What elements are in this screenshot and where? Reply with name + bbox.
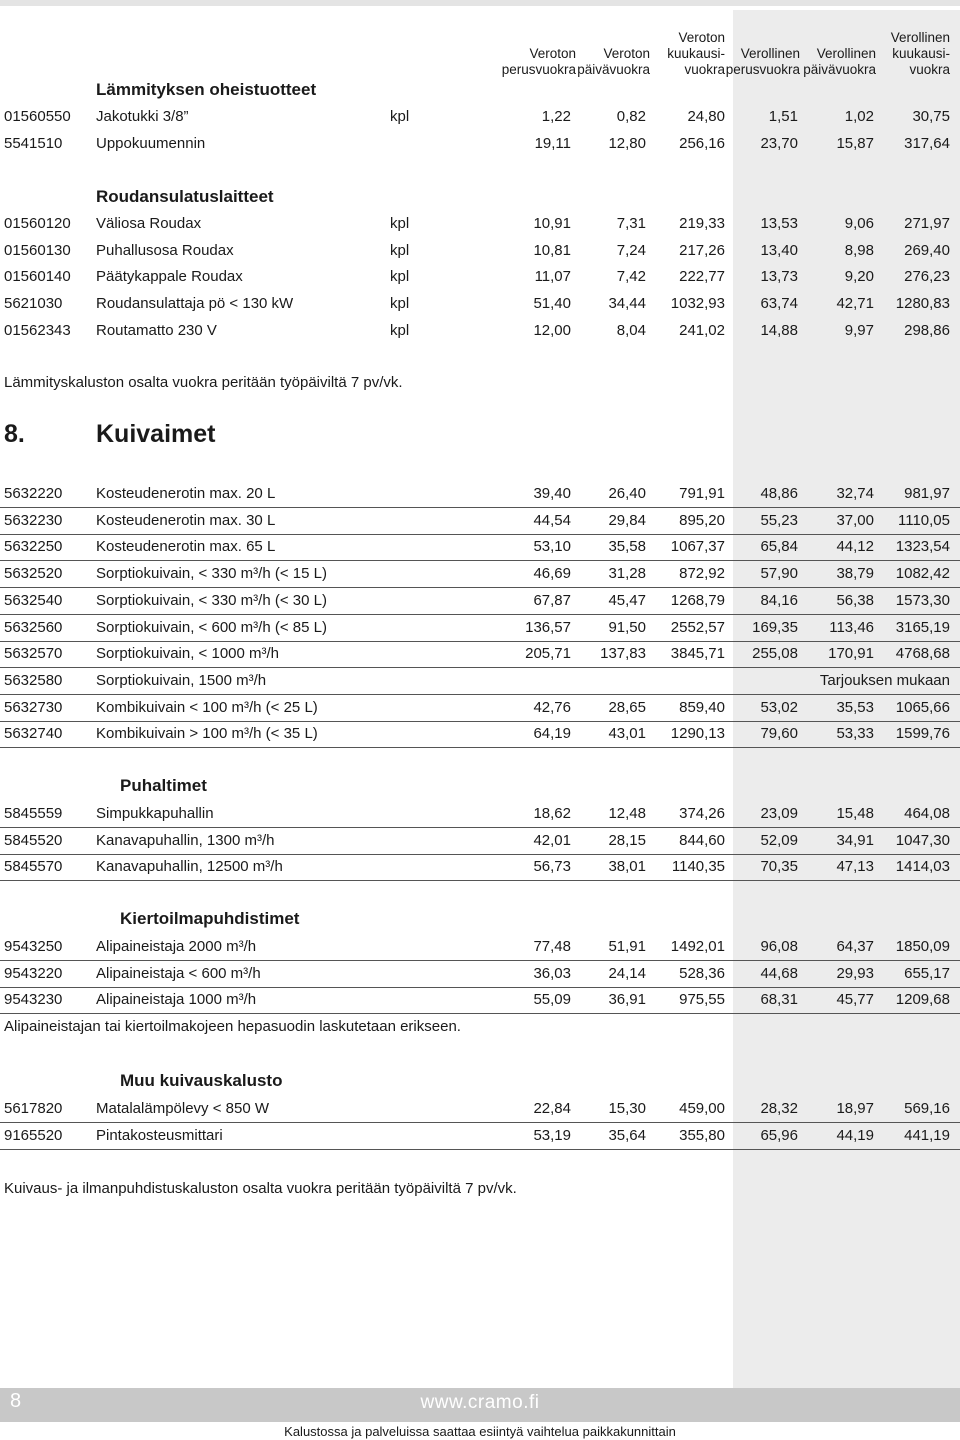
price-cell: 79,60 bbox=[760, 725, 798, 743]
price-cell: 14,88 bbox=[760, 321, 798, 339]
price-cell: 222,77 bbox=[679, 268, 725, 286]
price-cell: 38,01 bbox=[608, 858, 646, 876]
price-cell: 1,22 bbox=[541, 108, 571, 125]
price-cell: 29,84 bbox=[608, 511, 646, 529]
price-cell: 1209,68 bbox=[895, 991, 950, 1009]
product-code: 5541510 bbox=[4, 134, 63, 152]
price-cell: 1032,93 bbox=[670, 295, 725, 313]
price-cell: 56,38 bbox=[836, 591, 874, 609]
price-cell: 1047,30 bbox=[895, 831, 950, 849]
price-cell: 32,74 bbox=[836, 485, 874, 502]
product-name: Roudansulattaja pö < 130 kW bbox=[96, 295, 294, 313]
price-cell: 35,64 bbox=[608, 1126, 646, 1144]
product-code: 9543250 bbox=[4, 938, 63, 955]
unit: kpl bbox=[390, 295, 410, 313]
price-cell: 45,47 bbox=[608, 591, 646, 609]
table-row bbox=[0, 934, 960, 961]
price-cell: 36,03 bbox=[533, 964, 571, 982]
price-cell: 981,97 bbox=[904, 485, 950, 502]
price-cell: 18,62 bbox=[533, 805, 571, 822]
unit: kpl bbox=[390, 215, 410, 232]
price-cell: 63,74 bbox=[760, 295, 798, 313]
product-name: Alipaineistaja 1000 m³/h bbox=[96, 991, 257, 1009]
price-cell: 7,31 bbox=[616, 215, 646, 232]
price-cell: 12,48 bbox=[608, 805, 646, 822]
price-cell: 1082,42 bbox=[895, 565, 950, 583]
price-cell: 37,00 bbox=[836, 511, 874, 529]
product-code: 5621030 bbox=[4, 295, 63, 313]
page-number: 8 bbox=[10, 1390, 22, 1412]
section-title-puhaltimet: Puhaltimet bbox=[120, 776, 207, 795]
price-cell: 31,28 bbox=[608, 565, 646, 583]
product-name: Väliosa Roudax bbox=[96, 215, 202, 232]
price-cell: 975,55 bbox=[679, 991, 725, 1009]
product-code: 5632250 bbox=[4, 538, 63, 556]
price-cell: 26,40 bbox=[608, 485, 646, 502]
price-cell: 64,37 bbox=[836, 938, 874, 955]
product-code: 9543220 bbox=[4, 964, 63, 982]
product-code: 5632740 bbox=[4, 725, 63, 743]
price-cell: 23,70 bbox=[760, 134, 798, 152]
table-row bbox=[0, 561, 960, 588]
price-cell: 67,87 bbox=[533, 591, 571, 609]
price-cell: 1,02 bbox=[844, 108, 874, 125]
price-cell: 655,17 bbox=[904, 964, 950, 982]
price-cell: 84,16 bbox=[760, 591, 798, 609]
product-code: 01562343 bbox=[4, 321, 71, 339]
unit: kpl bbox=[390, 241, 410, 259]
price-cell: 1573,30 bbox=[895, 591, 950, 609]
price-cell: 91,50 bbox=[608, 618, 646, 636]
table-row bbox=[0, 318, 960, 345]
product-name: Jakotukki 3/8” bbox=[96, 108, 189, 125]
price-cell: 13,53 bbox=[760, 215, 798, 232]
product-name: Kosteudenerotin max. 30 L bbox=[96, 511, 276, 529]
price-cell: 18,97 bbox=[836, 1100, 874, 1117]
price-cell: 459,00 bbox=[679, 1100, 725, 1117]
price-cell: 53,10 bbox=[533, 538, 571, 556]
top-rule bbox=[0, 0, 960, 6]
price-cell: 1280,83 bbox=[895, 295, 950, 313]
price-cell: 42,71 bbox=[836, 295, 874, 313]
product-name: Kombikuivain > 100 m³/h (< 35 L) bbox=[96, 725, 318, 743]
product-code: 5632730 bbox=[4, 698, 63, 716]
price-cell: 65,84 bbox=[760, 538, 798, 556]
product-code: 5632560 bbox=[4, 618, 63, 636]
price-cell: 464,08 bbox=[904, 805, 950, 822]
table-row bbox=[0, 668, 960, 695]
header-col4: Verollinen perusvuokra bbox=[725, 46, 800, 77]
price-cell: 872,92 bbox=[679, 565, 725, 583]
price-cell: 24,14 bbox=[608, 964, 646, 982]
price-cell: 55,09 bbox=[533, 991, 571, 1009]
price-cell: Tarjouksen mukaan bbox=[819, 671, 950, 689]
price-cell: 13,40 bbox=[760, 241, 798, 259]
price-cell: 317,64 bbox=[904, 134, 950, 152]
product-name: Sorptiokuivain, < 600 m³/h (< 85 L) bbox=[96, 618, 327, 636]
price-cell: 30,75 bbox=[912, 108, 950, 125]
price-cell: 569,16 bbox=[904, 1100, 950, 1117]
price-cell: 44,12 bbox=[836, 538, 874, 556]
product-code: 5632580 bbox=[4, 671, 63, 689]
price-cell: 57,90 bbox=[760, 565, 798, 583]
product-code: 5632520 bbox=[4, 565, 63, 583]
product-name: Uppokuumennin bbox=[96, 134, 206, 152]
product-code: 01560120 bbox=[4, 215, 71, 232]
price-cell: 255,08 bbox=[752, 645, 798, 663]
price-cell: 9,97 bbox=[844, 321, 874, 339]
header-col3: Veroton kuukausi- vuokra bbox=[667, 30, 725, 77]
header-col6: Verollinen kuukausi- vuokra bbox=[890, 30, 950, 77]
table-row bbox=[0, 828, 960, 855]
price-cell: 1414,03 bbox=[895, 858, 950, 876]
price-cell: 0,82 bbox=[616, 108, 646, 125]
product-code: 5632230 bbox=[4, 511, 63, 529]
chapter-title: Kuivaimet bbox=[96, 420, 216, 448]
price-cell: 1065,66 bbox=[895, 698, 950, 716]
section-title-lammitys: Lämmityksen oheistuotteet bbox=[96, 80, 317, 99]
price-cell: 44,19 bbox=[836, 1126, 874, 1144]
note-lammitys: Lämmityskaluston osalta vuokra peritään työpäiviltä 7 pv/vk. bbox=[4, 374, 403, 391]
product-name: Sorptiokuivain, < 330 m³/h (< 30 L) bbox=[96, 591, 327, 609]
table-row bbox=[0, 1096, 960, 1123]
price-cell: 28,32 bbox=[760, 1100, 798, 1117]
unit: kpl bbox=[390, 108, 410, 125]
product-name: Päätykappale Roudax bbox=[96, 268, 243, 286]
product-name: Sorptiokuivain, 1500 m³/h bbox=[96, 671, 267, 689]
product-code: 5617820 bbox=[4, 1100, 63, 1117]
footer-disclaimer: Kalustossa ja palveluissa saattaa esiintyä vaihtelua paikkakunnittain bbox=[284, 1424, 676, 1439]
price-cell: 48,86 bbox=[760, 485, 798, 502]
price-cell: 19,11 bbox=[534, 134, 571, 152]
price-cell: 55,23 bbox=[760, 511, 798, 529]
price-cell: 1492,01 bbox=[670, 938, 725, 955]
table-row bbox=[0, 1123, 960, 1150]
product-name: Alipaineistaja < 600 m³/h bbox=[96, 964, 261, 982]
price-cell: 1110,05 bbox=[898, 511, 950, 529]
price-cell: 217,26 bbox=[679, 241, 725, 259]
price-cell: 1,51 bbox=[768, 108, 798, 125]
price-cell: 4768,68 bbox=[895, 645, 950, 663]
price-cell: 12,80 bbox=[608, 134, 646, 152]
price-cell: 169,35 bbox=[752, 618, 798, 636]
price-cell: 8,04 bbox=[616, 321, 646, 339]
price-cell: 15,48 bbox=[836, 805, 874, 822]
price-cell: 1290,13 bbox=[670, 725, 725, 743]
header-col2: Veroton päivävuokra bbox=[577, 46, 650, 77]
table-row bbox=[0, 641, 960, 668]
price-cell: 2552,57 bbox=[670, 618, 725, 636]
price-cell: 45,77 bbox=[836, 991, 874, 1009]
price-cell: 35,53 bbox=[836, 698, 874, 716]
unit: kpl bbox=[390, 321, 410, 339]
price-cell: 170,91 bbox=[828, 645, 874, 663]
price-cell: 53,19 bbox=[533, 1126, 571, 1144]
table-row bbox=[0, 104, 960, 131]
price-cell: 28,15 bbox=[608, 831, 646, 849]
price-cell: 70,35 bbox=[760, 858, 798, 876]
price-cell: 42,76 bbox=[533, 698, 571, 716]
product-name: Alipaineistaja 2000 m³/h bbox=[96, 938, 257, 955]
price-cell: 1140,35 bbox=[671, 858, 725, 876]
price-cell: 64,19 bbox=[533, 725, 571, 743]
price-cell: 11,07 bbox=[534, 268, 571, 286]
price-cell: 23,09 bbox=[760, 805, 798, 822]
price-cell: 113,46 bbox=[829, 618, 874, 636]
price-cell: 34,44 bbox=[608, 295, 646, 313]
price-cell: 53,33 bbox=[836, 725, 874, 743]
header-col1: Veroton perusvuokra bbox=[501, 46, 576, 77]
price-cell: 9,20 bbox=[844, 268, 874, 286]
price-cell: 241,02 bbox=[679, 321, 725, 339]
note-kuivaus: Kuivaus- ja ilmanpuhdistuskaluston osalta vuokra peritään työpäiviltä 7 pv/vk. bbox=[4, 1180, 517, 1197]
table-row bbox=[0, 801, 960, 828]
price-cell: 22,84 bbox=[533, 1100, 571, 1117]
product-code: 9165520 bbox=[4, 1126, 63, 1144]
table-row bbox=[0, 291, 960, 318]
table-row bbox=[0, 508, 960, 535]
price-cell: 12,00 bbox=[533, 321, 571, 339]
product-code: 5632220 bbox=[4, 485, 63, 502]
price-cell: 844,60 bbox=[679, 831, 725, 849]
price-cell: 7,24 bbox=[616, 241, 646, 259]
price-cell: 355,80 bbox=[679, 1126, 725, 1144]
price-cell: 271,97 bbox=[904, 215, 950, 232]
price-cell: 15,30 bbox=[608, 1100, 646, 1117]
table-row bbox=[0, 987, 960, 1014]
product-name: Puhallusosa Roudax bbox=[96, 241, 234, 259]
table-row bbox=[0, 238, 960, 265]
price-cell: 44,68 bbox=[760, 964, 798, 982]
price-cell: 205,71 bbox=[525, 645, 571, 663]
price-cell: 137,83 bbox=[600, 645, 646, 663]
price-cell: 46,69 bbox=[533, 565, 571, 583]
price-cell: 38,79 bbox=[836, 565, 874, 583]
price-cell: 24,80 bbox=[687, 108, 725, 125]
product-name: Pintakosteusmittari bbox=[96, 1126, 223, 1144]
price-cell: 52,09 bbox=[760, 831, 798, 849]
price-cell: 77,48 bbox=[533, 938, 571, 955]
table-row bbox=[0, 961, 960, 988]
price-cell: 34,91 bbox=[836, 831, 874, 849]
price-cell: 28,65 bbox=[608, 698, 646, 716]
price-cell: 42,01 bbox=[533, 831, 571, 849]
product-name: Sorptiokuivain, < 330 m³/h (< 15 L) bbox=[96, 565, 327, 583]
price-cell: 39,40 bbox=[533, 485, 571, 502]
price-cell: 15,87 bbox=[836, 134, 874, 152]
price-cell: 43,01 bbox=[608, 725, 646, 743]
unit: kpl bbox=[390, 268, 410, 286]
product-name: Sorptiokuivain, < 1000 m³/h bbox=[96, 645, 280, 663]
product-code: 5632570 bbox=[4, 645, 63, 663]
price-cell: 528,36 bbox=[679, 964, 725, 982]
product-code: 01560130 bbox=[4, 241, 71, 259]
table-row bbox=[0, 211, 960, 238]
table-row bbox=[0, 588, 960, 615]
price-cell: 10,91 bbox=[533, 215, 571, 232]
price-cell: 44,54 bbox=[533, 511, 571, 529]
price-cell: 219,33 bbox=[679, 215, 725, 232]
product-code: 01560550 bbox=[4, 108, 71, 125]
table-row bbox=[0, 615, 960, 642]
section-title-muu: Muu kuivauskalusto bbox=[120, 1071, 283, 1090]
price-cell: 68,31 bbox=[760, 991, 798, 1009]
price-cell: 1850,09 bbox=[895, 938, 950, 955]
price-cell: 1067,37 bbox=[670, 538, 725, 556]
price-cell: 3165,19 bbox=[895, 618, 950, 636]
price-cell: 3845,71 bbox=[670, 645, 725, 663]
product-code: 5845570 bbox=[4, 858, 63, 876]
price-cell: 269,40 bbox=[904, 241, 950, 259]
chapter-number: 8. bbox=[4, 420, 25, 448]
price-cell: 51,40 bbox=[533, 295, 571, 313]
table-row bbox=[0, 481, 960, 508]
price-cell: 51,91 bbox=[608, 938, 646, 955]
table-row bbox=[0, 721, 960, 748]
website-link[interactable]: www.cramo.fi bbox=[420, 1392, 540, 1413]
price-cell: 256,16 bbox=[679, 134, 725, 152]
product-name: Kombikuivain < 100 m³/h (< 25 L) bbox=[96, 698, 318, 716]
table-row bbox=[0, 131, 960, 158]
header-col5: Verollinen päivävuokra bbox=[803, 46, 876, 77]
price-cell: 9,06 bbox=[844, 215, 874, 232]
product-name: Matalalämpölevy < 850 W bbox=[96, 1100, 269, 1117]
price-cell: 36,91 bbox=[608, 991, 646, 1009]
price-cell: 1268,79 bbox=[670, 591, 725, 609]
table-row bbox=[0, 534, 960, 561]
section-title-roudan: Roudansulatuslaitteet bbox=[96, 187, 274, 206]
product-code: 5632540 bbox=[4, 591, 63, 609]
product-name: Kanavapuhallin, 1300 m³/h bbox=[96, 831, 275, 849]
price-cell: 29,93 bbox=[836, 964, 874, 982]
price-cell: 7,42 bbox=[616, 268, 646, 286]
table-row bbox=[0, 854, 960, 881]
product-code: 01560140 bbox=[4, 268, 71, 286]
price-cell: 1599,76 bbox=[895, 725, 950, 743]
product-name: Kanavapuhallin, 12500 m³/h bbox=[96, 858, 283, 876]
section-title-kiertoilma: Kiertoilmapuhdistimet bbox=[120, 909, 300, 928]
price-cell: 1323,54 bbox=[895, 538, 950, 556]
note-alipaine: Alipaineistajan tai kiertoilmakojeen hepasuodin laskutetaan erikseen. bbox=[4, 1018, 461, 1035]
price-cell: 298,86 bbox=[904, 321, 950, 339]
product-code: 5845559 bbox=[4, 805, 63, 822]
product-name: Kosteudenerotin max. 20 L bbox=[96, 485, 276, 502]
table-row bbox=[0, 264, 960, 291]
price-cell: 65,96 bbox=[760, 1126, 798, 1144]
product-name: Routamatto 230 V bbox=[96, 321, 217, 339]
price-cell: 47,13 bbox=[836, 858, 874, 876]
price-cell: 136,57 bbox=[525, 618, 571, 636]
price-cell: 276,23 bbox=[904, 268, 950, 286]
product-name: Simpukkapuhallin bbox=[96, 805, 214, 822]
price-cell: 56,73 bbox=[533, 858, 571, 876]
price-cell: 895,20 bbox=[679, 511, 725, 529]
price-cell: 53,02 bbox=[760, 698, 798, 716]
price-cell: 441,19 bbox=[904, 1126, 950, 1144]
product-code: 9543230 bbox=[4, 991, 63, 1009]
price-cell: 791,91 bbox=[679, 485, 725, 502]
price-cell: 8,98 bbox=[844, 241, 874, 259]
table-row bbox=[0, 695, 960, 722]
price-cell: 10,81 bbox=[533, 241, 571, 259]
price-cell: 96,08 bbox=[760, 938, 798, 955]
product-name: Kosteudenerotin max. 65 L bbox=[96, 538, 276, 556]
price-cell: 859,40 bbox=[679, 698, 725, 716]
price-cell: 374,26 bbox=[679, 805, 725, 822]
price-cell: 35,58 bbox=[608, 538, 646, 556]
product-code: 5845520 bbox=[4, 831, 63, 849]
price-cell: 13,73 bbox=[760, 268, 798, 286]
